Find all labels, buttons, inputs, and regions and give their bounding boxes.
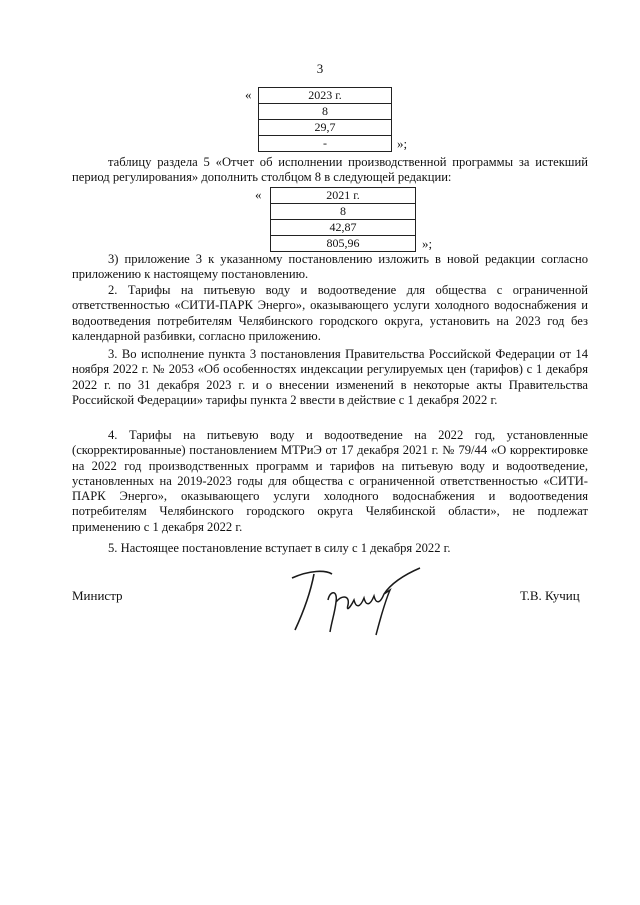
table1-cell: - (259, 136, 392, 152)
table1-cell: 2023 г. (259, 88, 392, 104)
table1-open-quote: « (245, 87, 252, 102)
table-row (259, 88, 392, 104)
handwritten-signature (280, 560, 440, 640)
page-number: 3 (316, 61, 324, 76)
paragraph-appendix-3: 3) приложение 3 к указанному постановлению изложить в новой редакции согласно приложению к настоящему постановлению. (72, 252, 588, 282)
table-row (271, 220, 416, 236)
table2-cell: 8 (271, 204, 416, 220)
table-row (271, 236, 416, 252)
table2 (270, 187, 416, 252)
table2-close-quote: »; (422, 236, 433, 251)
table-row (271, 188, 416, 204)
table-row (259, 120, 392, 136)
table1-cell: 29,7 (259, 120, 392, 136)
table1-close-quote: »; (397, 136, 408, 151)
paragraph-item-5: 5. Настоящее постановление вступает в силу с 1 декабря 2022 г. (108, 541, 451, 555)
table-row (271, 204, 416, 220)
table1-cell: 8 (259, 104, 392, 120)
table-row (259, 136, 392, 152)
paragraph-item-3: 3. Во исполнение пункта 3 постановления Правительства Российской Федерации от 14 ноября 2022 г. № 2053 «Об особенностях индексации регулируемых цен (тарифов) с 1 декабря 2022 г. по 31 декабря 2023 г. и о внесении изменений в некоторые акты Правительства Российской Федерации» тарифы пункта 2 ввести в действие с 1 декабря 2022 г. (72, 347, 588, 407)
table2-cell: 805,96 (271, 236, 416, 252)
table2-cell: 2021 г. (271, 188, 416, 204)
paragraph-item-4: 4. Тарифы на питьевую воду и водоотведение на 2022 год, установленные (скорректированные) постановлением МТРиЭ от 17 декабря 2021 г. № 79/44 «О корректировке на 2022 год производственных программ и тарифов на питьевую воду и водоотведение, установленных на 2019-2023 годы для общества с ограниченной ответственностью «СИТИ-ПАРК Энерго», оказывающего услуги холодного водоснабжения и водоотведения потребителям Челябинского городского округа Челябинской области», не подлежат применению с 1 декабря 2022 г. (72, 428, 588, 534)
paragraph-table-intro: таблицу раздела 5 «Отчет об исполнении производственной программы за истекший период регулирования» дополнить столбцом 8 в следующей редакции: (72, 155, 588, 185)
signatory-title: Министр (72, 588, 123, 603)
signatory-name: Т.В. Кучиц (520, 588, 580, 603)
table2-open-quote: « (255, 187, 262, 202)
table-row (259, 104, 392, 120)
table2-cell: 42,87 (271, 220, 416, 236)
paragraph-item-2: 2. Тарифы на питьевую воду и водоотведение для общества с ограниченной ответственностью «СИТИ-ПАРК Энерго», оказывающего услуги холодного водоснабжения и водоотведения потребителям Челябинского городского округа, установить на 2023 год без календарной разбивки, согласно приложению. (72, 283, 588, 343)
table1 (258, 87, 392, 152)
